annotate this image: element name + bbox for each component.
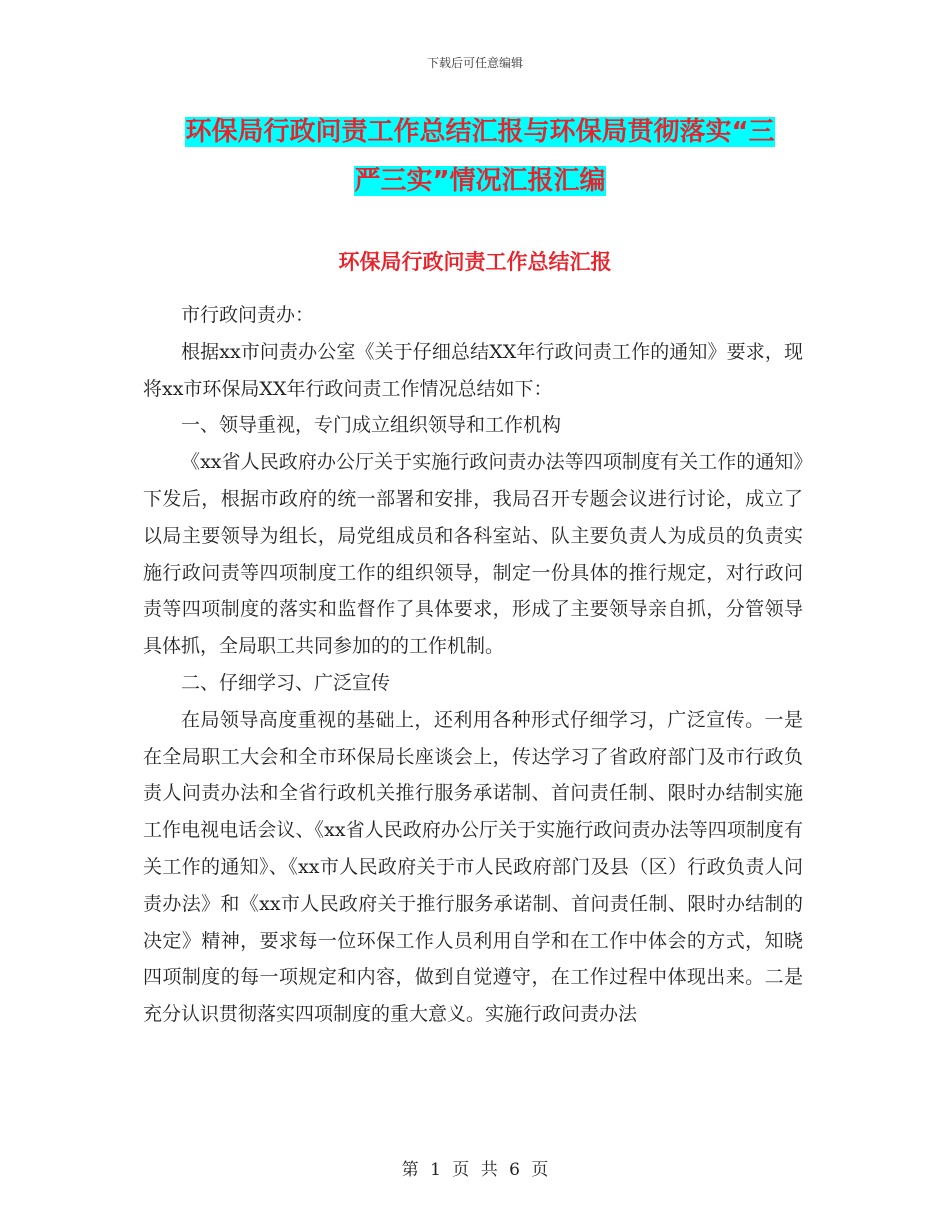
- document-body: [143, 297, 803, 1033]
- body-paragraph: 在局领导高度重视的基础上，还利用各种形式仔细学习，广泛宣传。一是在全局职工大会和全市环保局长座谈会上，传达学习了省政府部门及市行政负责人问责办法和全省行政机关推行服务承诺制、首问责任制、限时办结制实施工作电视电话会议、《xx省人民政府办公厅关于实施行政问责办法等四项制度有关工作的通知》、《xx市人民政府关于市人民政府部门及县（区）行政负责人问责办法》和《xx市人民政府关于推行服务承诺制、首问责任制、限时办结制的决定》精神，要求每一位环保工作人员利用自学和在工作中体会的方式，知晓四项制度的每一项规定和内容，做到自觉遵守，在工作过程中体现出来。二是充分认识贯彻落实四项制度的重大意义。实施行政问责办法: [143, 708, 803, 1026]
- section-heading-1: 一、领导重视，专门成立组织领导和工作机构: [181, 414, 562, 437]
- body-paragraph: 根据xx市问责办公室《关于仔细总结XX年行政问责工作的通知》要求，现将xx市环保局XX年行政问责工作情况总结如下：: [143, 340, 803, 400]
- page-header-note: 下载后可任意编辑: [426, 56, 523, 70]
- document-title: [150, 108, 810, 206]
- salutation-paragraph: 市行政问责办：: [181, 304, 315, 326]
- body-paragraph: 《xx省人民政府办公厅关于实施行政问责办法等四项制度有关工作的通知》下发后，根据市政府的统一部署和安排，我局召开专题会议进行讨论，成立了以局主要领导为组长，局党组成员和各科室站、队主要负责人为成员的负责实施行政问责等四项制度工作的组织领导，制定一份具体的推行规定，对行政问责等四项制度的落实和监督作了具体要求，形成了主要领导亲自抓，分管领导具体抓，全局职工共同参加的的工作机制。: [143, 451, 803, 658]
- document-title-line-2: 严三实”情况汇报汇编: [354, 166, 606, 196]
- document-title-line-1: 环保局行政问责工作总结汇报与环保局贯彻落实“三: [185, 117, 775, 147]
- page-number-footer: 第 1 页 共 6 页: [401, 1160, 549, 1180]
- section-title: 环保局行政问责工作总结汇报: [338, 250, 612, 274]
- section-heading-2: 二、仔细学习、广泛宣传: [181, 671, 391, 694]
